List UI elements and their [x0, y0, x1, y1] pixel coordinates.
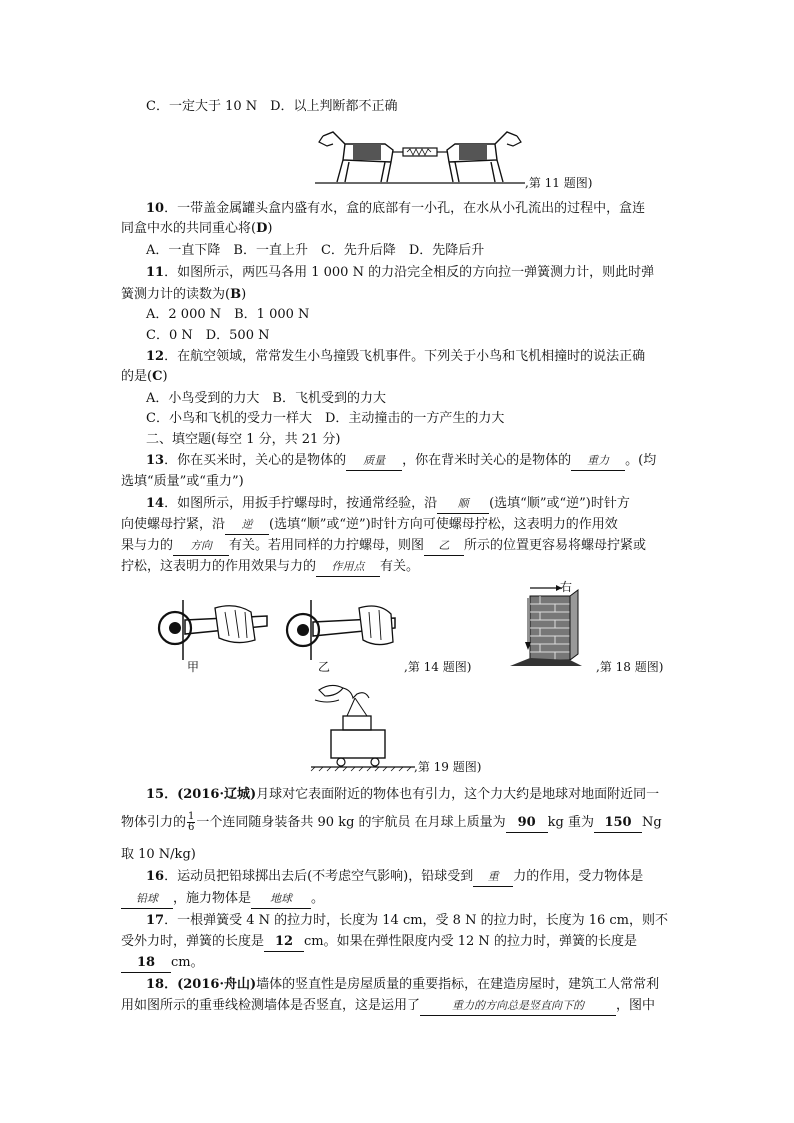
q12-answer: C — [152, 369, 163, 384]
q14-text: 14．如图所示，用扳手拧螺母时，按通常经验，沿 顺 (选填“顺”或“逆”)时针方 — [146, 495, 630, 514]
fig14-wrench-b-image — [283, 600, 401, 660]
q10-options: A．一直下降 B．一直上升 C．先升后降 D．先降后升 — [146, 243, 485, 258]
q14-answer-1: 顺 — [437, 495, 489, 514]
q9-options-cd: C．一定大于 10 N D．以上判断都不正确 — [146, 99, 398, 114]
q14-answer-2: 逆 — [225, 516, 269, 535]
fig11-horses-image — [315, 126, 525, 186]
q15-answer-1: 90 — [506, 814, 548, 833]
q16-answer-3: 地球 — [251, 890, 311, 909]
q18-text-2: 用如图所示的重垂线检测墙体是否竖直，这是运用了 重力的方向总是竖直向下的 ，图中 — [121, 997, 655, 1016]
fig19-caption: ,第 19 题图) — [414, 760, 482, 774]
q15-fraction: $\frac{1}{6}$ — [188, 811, 195, 833]
q14-text-2: 向使螺母拧紧，沿 逆 (选填“顺”或“逆”)时针方向可使螺母拧松，这表明力的作用效 — [121, 516, 618, 535]
q11-answer: B — [230, 287, 242, 302]
fig18-arrow-label: 右 — [560, 580, 573, 594]
q16-text-2: 铅球 ，施力物体是 地球 。 — [121, 890, 324, 909]
q13-answer-2: 重力 — [571, 452, 625, 471]
fig14-label-b: 乙 — [318, 660, 331, 674]
q16-answer-2: 铅球 — [121, 890, 173, 909]
q14-text-4: 拧松，这表明力的作用效果与力的 作用点 有关。 — [121, 558, 419, 577]
q15-answer-2: 150 — [594, 814, 642, 833]
q10-text: 10．一带盖金属罐头盒内盛有水，盒的底部有一小孔，在水从小孔流出的过程中，盒连 — [146, 201, 646, 216]
q10-text-cont: 同盒中水的共同重心将(D) — [121, 221, 273, 236]
q10-answer: D — [256, 221, 268, 236]
q18-answer-1: 重力的方向总是竖直向下的 — [420, 997, 616, 1016]
q11-text-cont: 簧测力计的读数为(B) — [121, 287, 247, 302]
q17-text: 17．一根弹簧受 4 N 的拉力时，长度为 14 cm，受 8 N 的拉力时，长度为 16 cm，则不 — [146, 913, 669, 928]
fig11-caption: ,第 11 题图) — [525, 176, 593, 190]
q13-text-cont: 选填“质量”或“重力”) — [121, 474, 244, 489]
fig19-cart-image — [307, 682, 417, 772]
q16-answer-1: 重 — [473, 868, 513, 887]
q15-text-3: 取 10 N/kg) — [121, 847, 196, 862]
q14-answer-5: 作用点 — [316, 558, 380, 577]
fig18-caption: ,第 18 题图) — [596, 660, 664, 674]
q17-answer-1: 12 — [264, 933, 304, 952]
q12-text: 12．在航空领域，常常发生小鸟撞毁飞机事件。下列关于小鸟和飞机相撞时的说法正确 — [146, 349, 646, 364]
q12-text-cont: 的是(C) — [121, 369, 168, 384]
q11-options-cd: C．0 N D．500 N — [146, 328, 270, 343]
q17-answer-2: 18 — [121, 954, 171, 973]
q15-text-2: 物体引力的 $\frac{1}{6}$ 一个连同随身装备共 90 kg 的宇航员 在月球上质量为 90 kg 重为 150 Ng — [121, 811, 662, 833]
q14-text-3: 果与力的 方向 有关。若用同样的力拧螺母，则图 乙 所示的位置更容易将螺母拧紧或 — [121, 537, 646, 556]
q15-text: 15．(2016·辽城)月球对它表面附近的物体也有引力，这个力大约是地球对地面附近同一 — [146, 787, 660, 802]
section-heading: 二、填空题(每空 1 分，共 21 分) — [146, 432, 341, 447]
q16-text: 16．运动员把铅球掷出去后(不考虑空气影响)，铅球受到 重 力的作用，受力物体是 — [146, 868, 643, 887]
q17-text-2: 受外力时，弹簧的长度是 12 cm。如果在弹性限度内受 12 N 的拉力时，弹簧的长度是 — [121, 933, 637, 952]
q13-answer-1: 质量 — [346, 452, 402, 471]
q17-text-3: 18 cm。 — [121, 954, 204, 973]
fig14-label-a: 甲 — [187, 660, 200, 674]
q14-answer-4: 乙 — [424, 537, 464, 556]
fig18-wall-image — [500, 580, 595, 670]
fig14-wrench-a-image — [155, 600, 273, 660]
q13-text: 13．你在买米时，关心的是物体的 质量 ，你在背米时关心的是物体的 重力 。(均 — [146, 452, 656, 471]
q11-text: 11．如图所示，两匹马各用 1 000 N 的力沿完全相反的方向拉一弹簧测力计，则此时弹 — [146, 265, 655, 280]
fig14-caption: ,第 14 题图) — [404, 660, 472, 674]
q18-text: 18．(2016·舟山)墙体的竖直性是房屋质量的重要指标，在建造房屋时，建筑工人常常利 — [146, 977, 660, 992]
q14-answer-3: 方向 — [173, 537, 229, 556]
q12-options-ab: A．小鸟受到的力大 B．飞机受到的力大 — [146, 391, 386, 406]
q11-options-ab: A．2 000 N B．1 000 N — [146, 307, 310, 322]
q12-options-cd: C．小鸟和飞机的受力一样大 D．主动撞击的一方产生的力大 — [146, 411, 505, 426]
